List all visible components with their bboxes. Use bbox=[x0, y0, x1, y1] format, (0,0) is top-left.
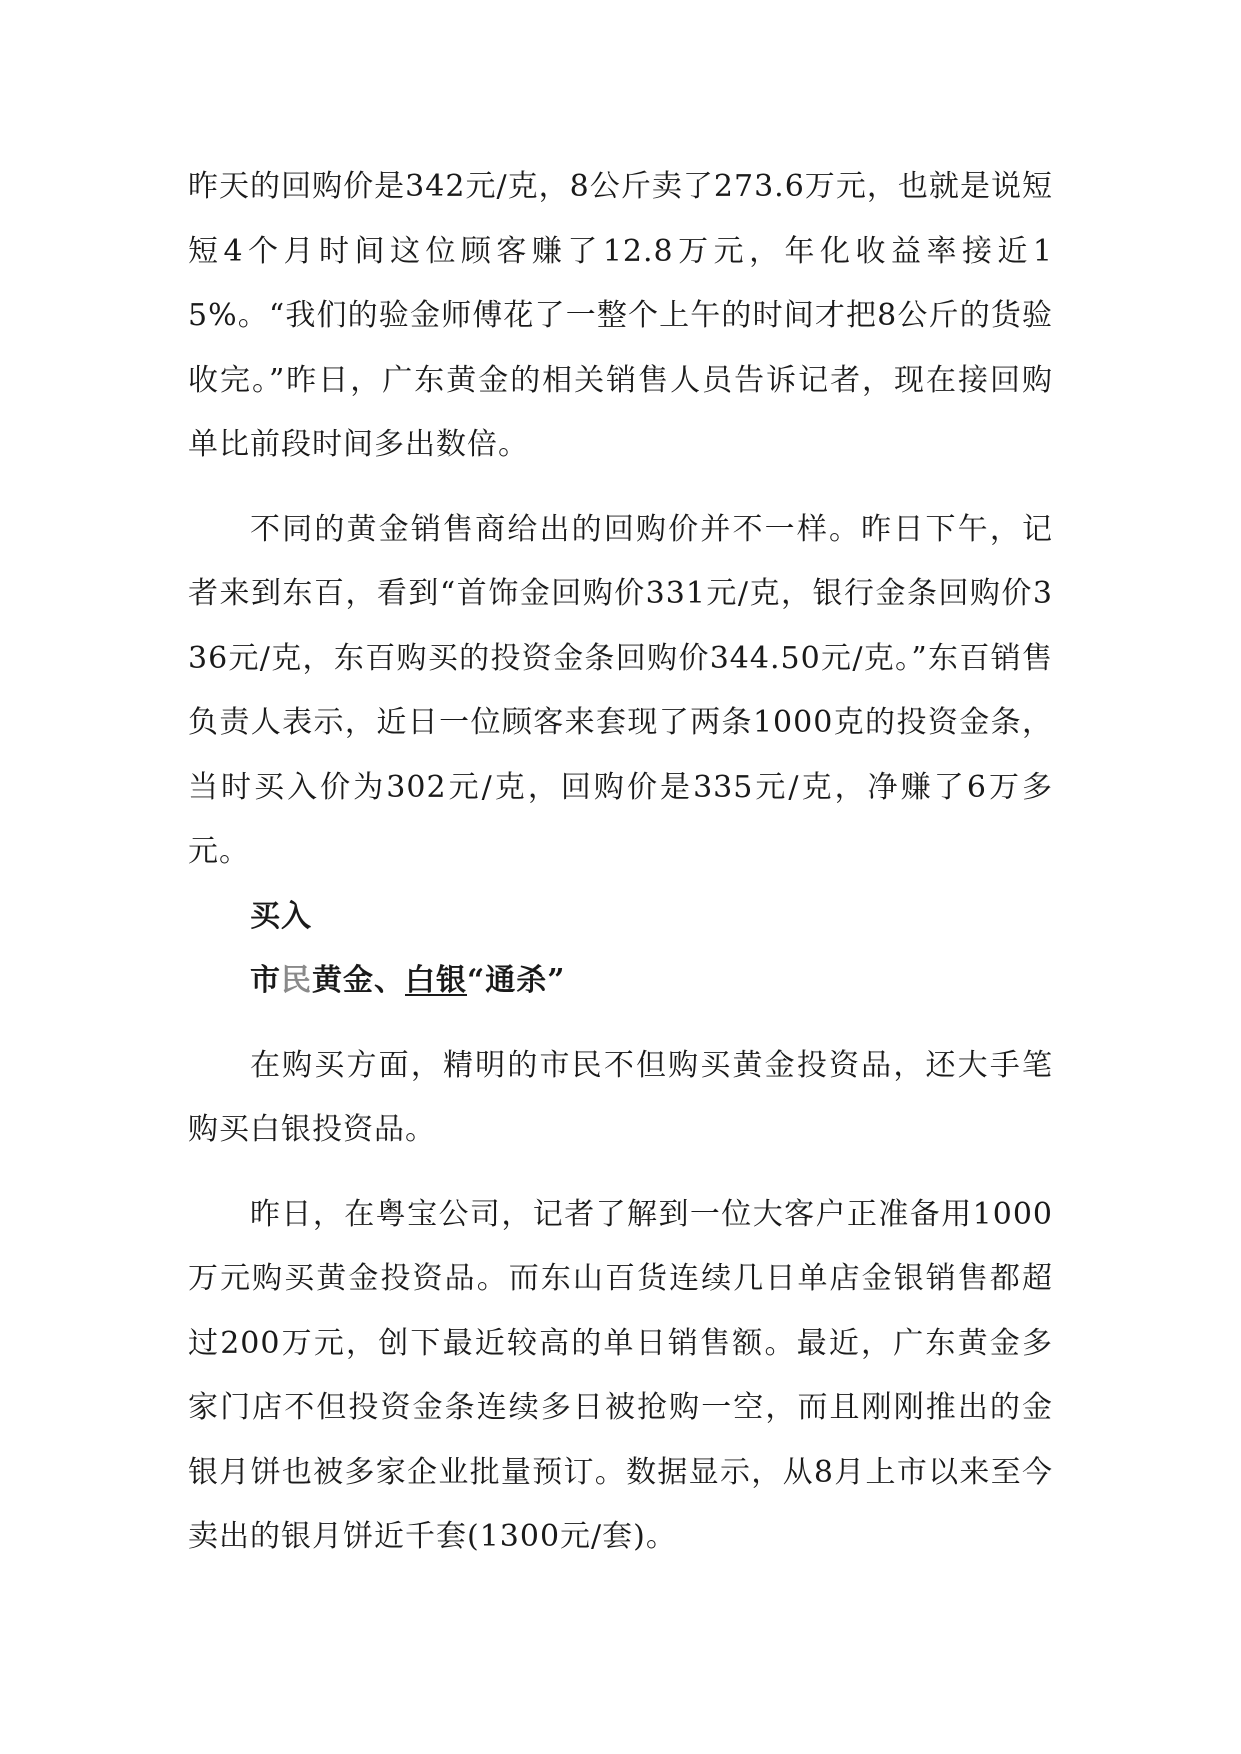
paragraph-sales-data: 昨日，在粤宝公司，记者了解到一位大客户正准备用1000万元购买黄金投资品。而东山百货连续几日单店金银销售都超过200万元，创下最近较高的单日销售额。最近，广东黄金多家门店不但投资金条连续多日被抢购一空，而且刚刚推出的金银月饼也被多家企业批量预订。数据显示，从8月上市以来至今卖出的银月饼近千套(1300元/套)。 bbox=[188, 1196, 1053, 1554]
subheading-part: 市 bbox=[250, 963, 281, 998]
section-heading-buy: 买入 bbox=[250, 898, 312, 934]
subheading-part: 黄金、 bbox=[312, 963, 405, 998]
paragraph-buyback-case: 昨天的回购价是342元/克，8公斤卖了273.6万元，也就是说短短4个月时间这位顾客赚了12.8万元，年化收益率接近15%。“我们的验金师傅花了一整个上午的时间才把8公斤的货验收完。”昨日，广东黄金的相关销售人员告诉记者，现在接回购单比前段时间多出数倍。 bbox=[188, 169, 1053, 462]
section-subheading bbox=[188, 949, 1053, 1014]
paragraph-purchases: 在购买方面，精明的市民不但购买黄金投资品，还大手笔购买白银投资品。 bbox=[188, 1047, 1053, 1147]
subheading-part: “通杀” bbox=[467, 963, 566, 998]
subheading-faded-char: 民 bbox=[281, 963, 312, 998]
document-body bbox=[188, 155, 1053, 1570]
paragraph-buyback-prices: 不同的黄金销售商给出的回购价并不一样。昨日下午，记者来到东百，看到“首饰金回购价331元/克，银行金条回购价336元/克，东百购买的投资金条回购价344.50元/克。”东百销售负责人表示，近日一位顾客来套现了两条1000克的投资金条，当时买入价为302元/克，回购价是335元/克，净赚了6万多元。 bbox=[188, 511, 1053, 869]
subheading-underlined: 白银 bbox=[405, 963, 467, 998]
